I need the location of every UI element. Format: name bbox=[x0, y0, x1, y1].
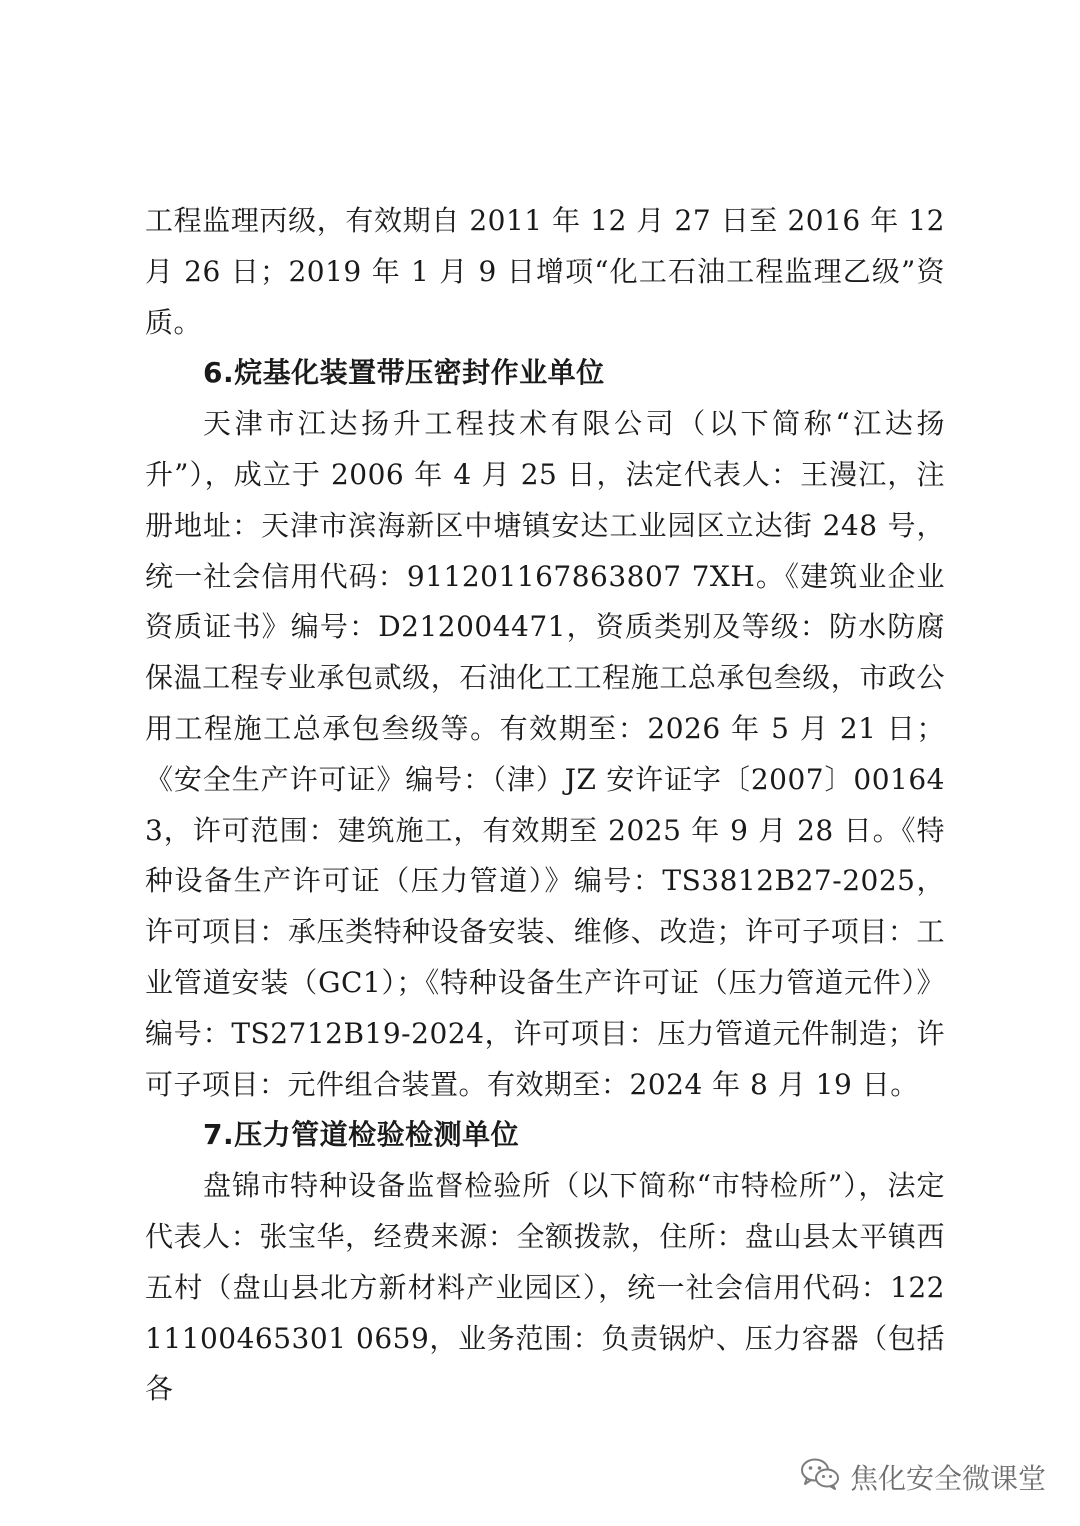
document-body bbox=[145, 196, 945, 1415]
section-heading-6: 6.烷基化装置带压密封作业单位 bbox=[203, 356, 605, 390]
paragraph-jiangda: 天津市江达扬升工程技术有限公司（以下简称“江达扬升”），成立于 2006 年 4 月 25 日，法定代表人：王漫江，注册地址：天津市滨海新区中塘镇安达工业园区立达街 248 号，统一社会信用代码：911201167863807 7XH。《建筑业企业资质证书》编号：D212004471，资质类别及等级：防水防腐保温工程专业承包贰级，石油化工工程施工总承包叁级，市政公用工程施工总承包叁级等。有效期至：2026 年 5 月 21 日；《安全生产许可证》编号：（津）JZ 安许证字〔2007〕001643，许可范围：建筑施工，有效期至 2025 年 9 月 28 日。《特种设备生产许可证（压力管道）》编号：TS3812B27-2025，许可项目：承压类特种设备安装、维修、改造；许可子项目：工业管道安装（GC1）；《特种设备生产许可证（压力管道元件）》编号：TS2712B19-2024，许可项目：压力管道元件制造；许可子项目：元件组合装置。有效期至：2024 年 8 月 19 日。 bbox=[145, 407, 945, 1101]
paragraph-inspection-institute: 盘锦市特种设备监督检验所（以下简称“市特检所”），法定代表人：张宝华，经费来源：全额拨款，住所：盘山县太平镇西五村（盘山县北方新材料产业园区），统一社会信用代码：12211100465301 0659，业务范围：负责锅炉、压力容器（包括各 bbox=[145, 1169, 945, 1406]
watermark bbox=[800, 1455, 1046, 1499]
wechat-icon bbox=[800, 1457, 840, 1498]
watermark-text: 焦化安全微课堂 bbox=[849, 1462, 1046, 1495]
section-heading-7: 7.压力管道检验检测单位 bbox=[203, 1118, 520, 1152]
paragraph-continuation: 工程监理丙级，有效期自 2011 年 12 月 27 日至 2016 年 12 月 26 日；2019 年 1 月 9 日增项“化工石油工程监理乙级”资质。 bbox=[145, 204, 945, 339]
